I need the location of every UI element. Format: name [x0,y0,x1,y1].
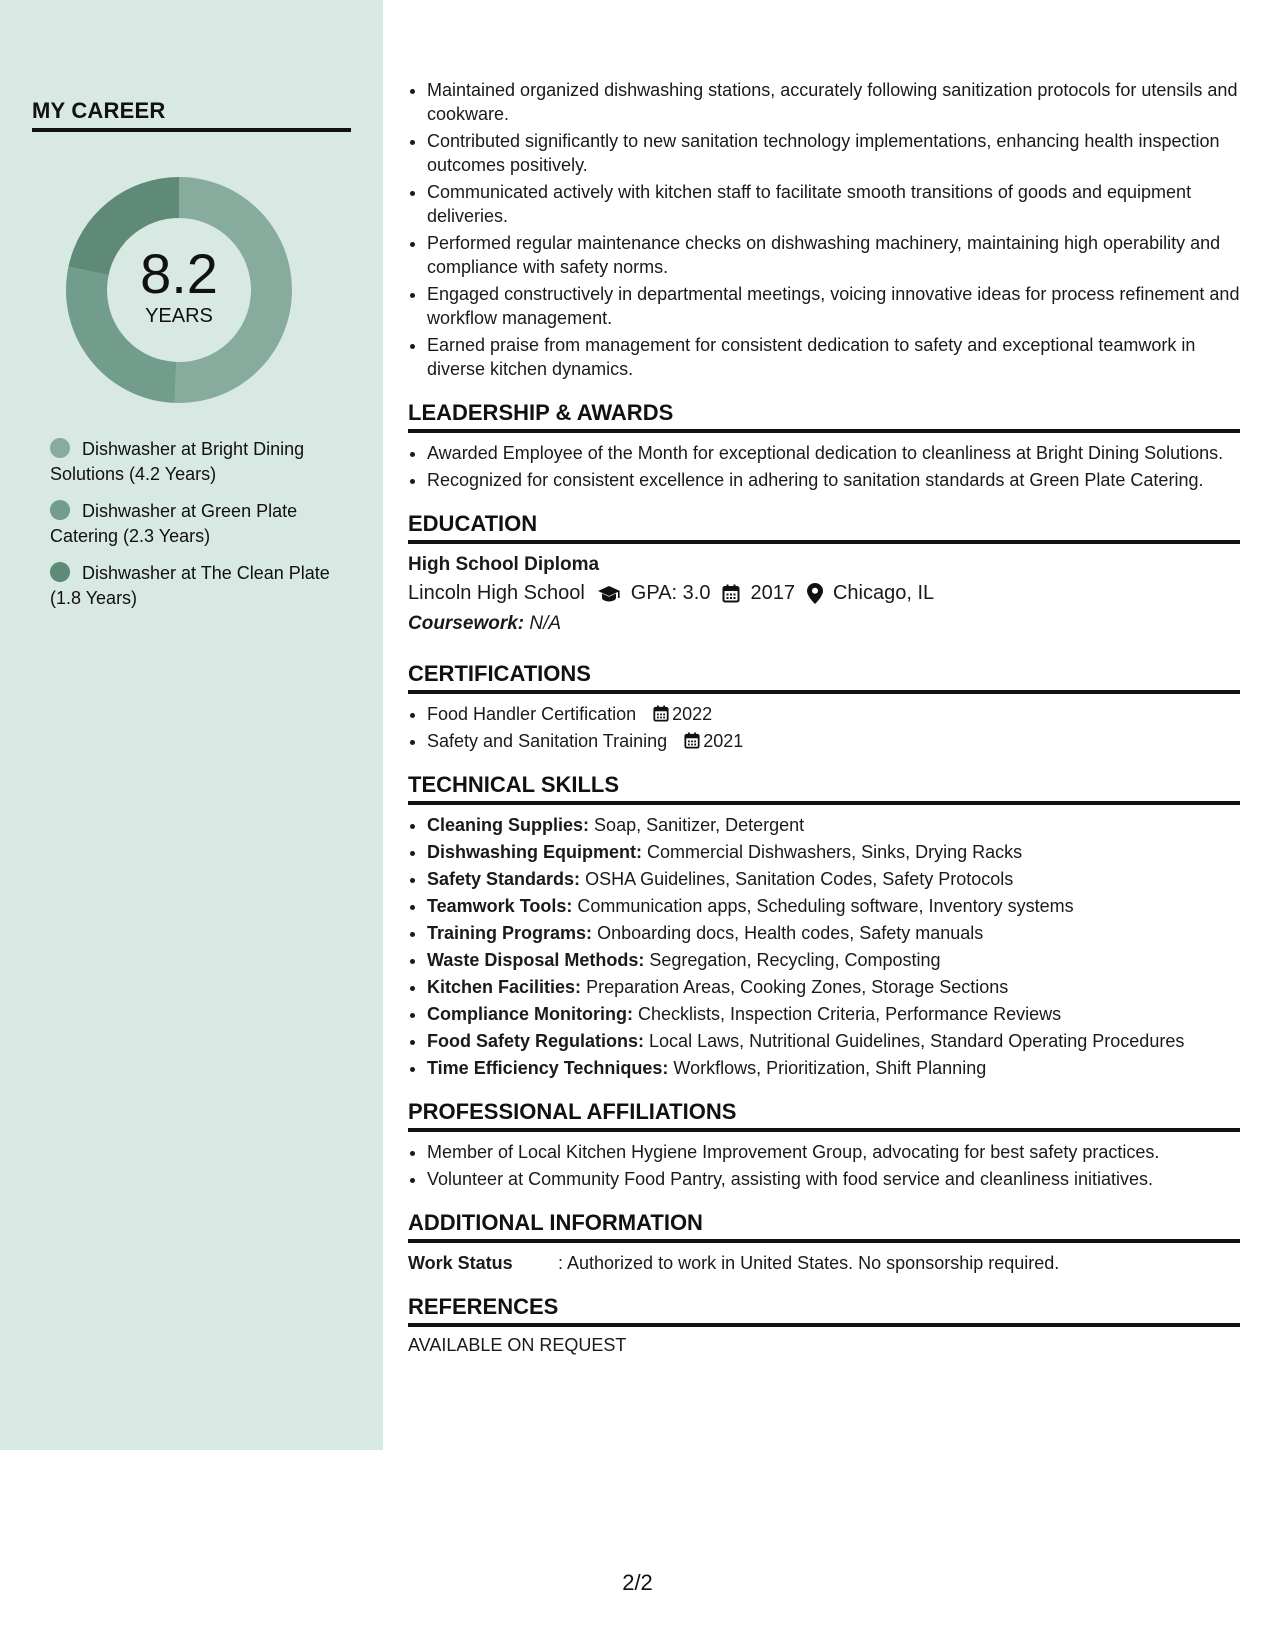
skill-label: Cleaning Supplies: [427,815,590,835]
list-item: • Earned praise from management for consistent dedication to safety and exceptional teamwork in diverse kitchen dynamics. [427,333,1240,381]
skill-label: Safety Standards: [427,869,581,889]
legend-dot [50,500,70,520]
legend-label: Dishwasher at Green Plate Catering (2.3 Years) [50,501,298,546]
section-title: ADDITIONAL INFORMATION [408,1210,1240,1243]
legend-label: Dishwasher at Bright Dining Solutions (4.2 Years) [50,439,305,484]
list-item: • Member of Local Kitchen Hygiene Improvement Group, advocating for best safety practices. [427,1140,1240,1164]
list-item: • Engaged constructively in departmental meetings, voicing innovative ideas for process refinement and workflow management. [427,282,1240,330]
list-item: • Awarded Employee of the Month for exceptional dedication to cleanliness at Bright Dining Solutions. [427,441,1240,465]
skill-value: Commercial Dishwashers, Sinks, Drying Racks [647,842,1023,862]
skill-label: Teamwork Tools: [427,896,573,916]
work-status-label: Work Status [408,1253,513,1273]
education-section [408,511,1240,635]
list-item: • Maintained organized dishwashing stations, accurately following sanitization protocols for utensils and cookware. [427,78,1240,126]
coursework-value: N/A [529,613,562,634]
affiliations-section [408,1099,1240,1191]
legend-dot [50,438,70,458]
calendar-icon [653,705,669,722]
list-item [427,867,1240,891]
sidebar [0,0,383,1450]
list-item [427,840,1240,864]
location-pin-icon [807,583,823,604]
list-item [427,729,1240,753]
list-item [427,702,1240,726]
skill-value: Onboarding docs, Health codes, Safety manuals [597,923,984,943]
skill-label: Waste Disposal Methods: [427,950,645,970]
education-details [408,582,1240,605]
calendar-icon [684,732,700,749]
references-section [408,1294,1240,1356]
experience-bullets [408,78,1240,381]
skill-label: Kitchen Facilities: [427,977,582,997]
list-item: • Performed regular maintenance checks on dishwashing machinery, maintaining high operability and compliance with safety norms. [427,231,1240,279]
list-item [427,813,1240,837]
coursework [408,613,1240,635]
skills-section [408,772,1240,1080]
gpa: GPA: 3.0 [630,582,711,604]
list-item: • Recognized for consistent excellence in adhering to sanitation standards at Green Plate Catering. [427,468,1240,492]
page-number: 2/2 [622,1570,653,1595]
references-text: AVAILABLE ON REQUEST [408,1335,627,1355]
list-item: • Communicated actively with kitchen staff to facilitate smooth transitions of goods and equipment deliveries. [427,180,1240,228]
leadership-section [408,400,1240,492]
additional-section [408,1210,1240,1275]
list-item: • Contributed significantly to new sanitation technology implementations, enhancing health inspection outcomes positively. [427,129,1240,177]
work-status-value: : Authorized to work in United States. No sponsorship required. [558,1253,1060,1273]
section-title: REFERENCES [408,1294,1240,1327]
graduation-year: 2017 [750,582,795,604]
section-title: EDUCATION [408,511,1240,544]
section-title: LEADERSHIP & AWARDS [408,400,1240,433]
skill-value: Soap, Sanitizer, Detergent [594,815,805,835]
certifications-section [408,661,1240,753]
skill-value: Segregation, Recycling, Composting [649,950,941,970]
school-location: Chicago, IL [832,582,935,604]
skill-label: Compliance Monitoring: [427,1004,633,1024]
list-item [427,948,1240,972]
coursework-label: Coursework: [408,613,525,634]
skill-value: OSHA Guidelines, Sanitation Codes, Safety Protocols [585,869,1014,889]
certification-name: Food Handler Certification [427,704,637,724]
total-years-unit: YEARS [145,304,213,327]
list-item [427,1056,1240,1080]
skill-value: Local Laws, Nutritional Guidelines, Standard Operating Procedures [649,1031,1185,1051]
legend-item [50,499,340,549]
certification-name: Safety and Sanitation Training [427,731,668,751]
career-legend [50,437,340,623]
list-item [427,975,1240,999]
list-item [427,894,1240,918]
calendar-icon [722,584,740,603]
degree: High School Diploma [408,554,600,575]
legend-item [50,561,340,611]
legend-label: Dishwasher at The Clean Plate (1.8 Years) [50,563,330,608]
skill-value: Preparation Areas, Cooking Zones, Storage Sections [586,977,1009,997]
graduation-cap-icon [597,585,621,603]
main-content [408,78,1240,1356]
certification-year: 2021 [703,731,744,751]
skill-label: Time Efficiency Techniques: [427,1058,669,1078]
certification-year: 2022 [672,704,713,724]
career-title: MY CAREER [32,98,351,132]
skill-label: Training Programs: [427,923,593,943]
legend-dot [50,562,70,582]
career-donut-chart [66,177,292,403]
work-status-row [408,1251,1240,1275]
donut-center [66,177,292,403]
skill-value: Checklists, Inspection Criteria, Performance Reviews [638,1004,1062,1024]
skill-value: Workflows, Prioritization, Shift Planning [673,1058,987,1078]
skill-value: Communication apps, Scheduling software, Inventory systems [577,896,1074,916]
school-name: Lincoln High School [408,582,585,604]
list-item [427,921,1240,945]
section-title: TECHNICAL SKILLS [408,772,1240,805]
total-years-value: 8.2 [140,241,218,305]
legend-item [50,437,340,487]
list-item [427,1002,1240,1026]
list-item: • Volunteer at Community Food Pantry, assisting with food service and cleanliness initiatives. [427,1167,1240,1191]
section-title: CERTIFICATIONS [408,661,1240,694]
section-title: PROFESSIONAL AFFILIATIONS [408,1099,1240,1132]
list-item [427,1029,1240,1053]
skill-label: Food Safety Regulations: [427,1031,645,1051]
skill-label: Dishwashing Equipment: [427,842,643,862]
